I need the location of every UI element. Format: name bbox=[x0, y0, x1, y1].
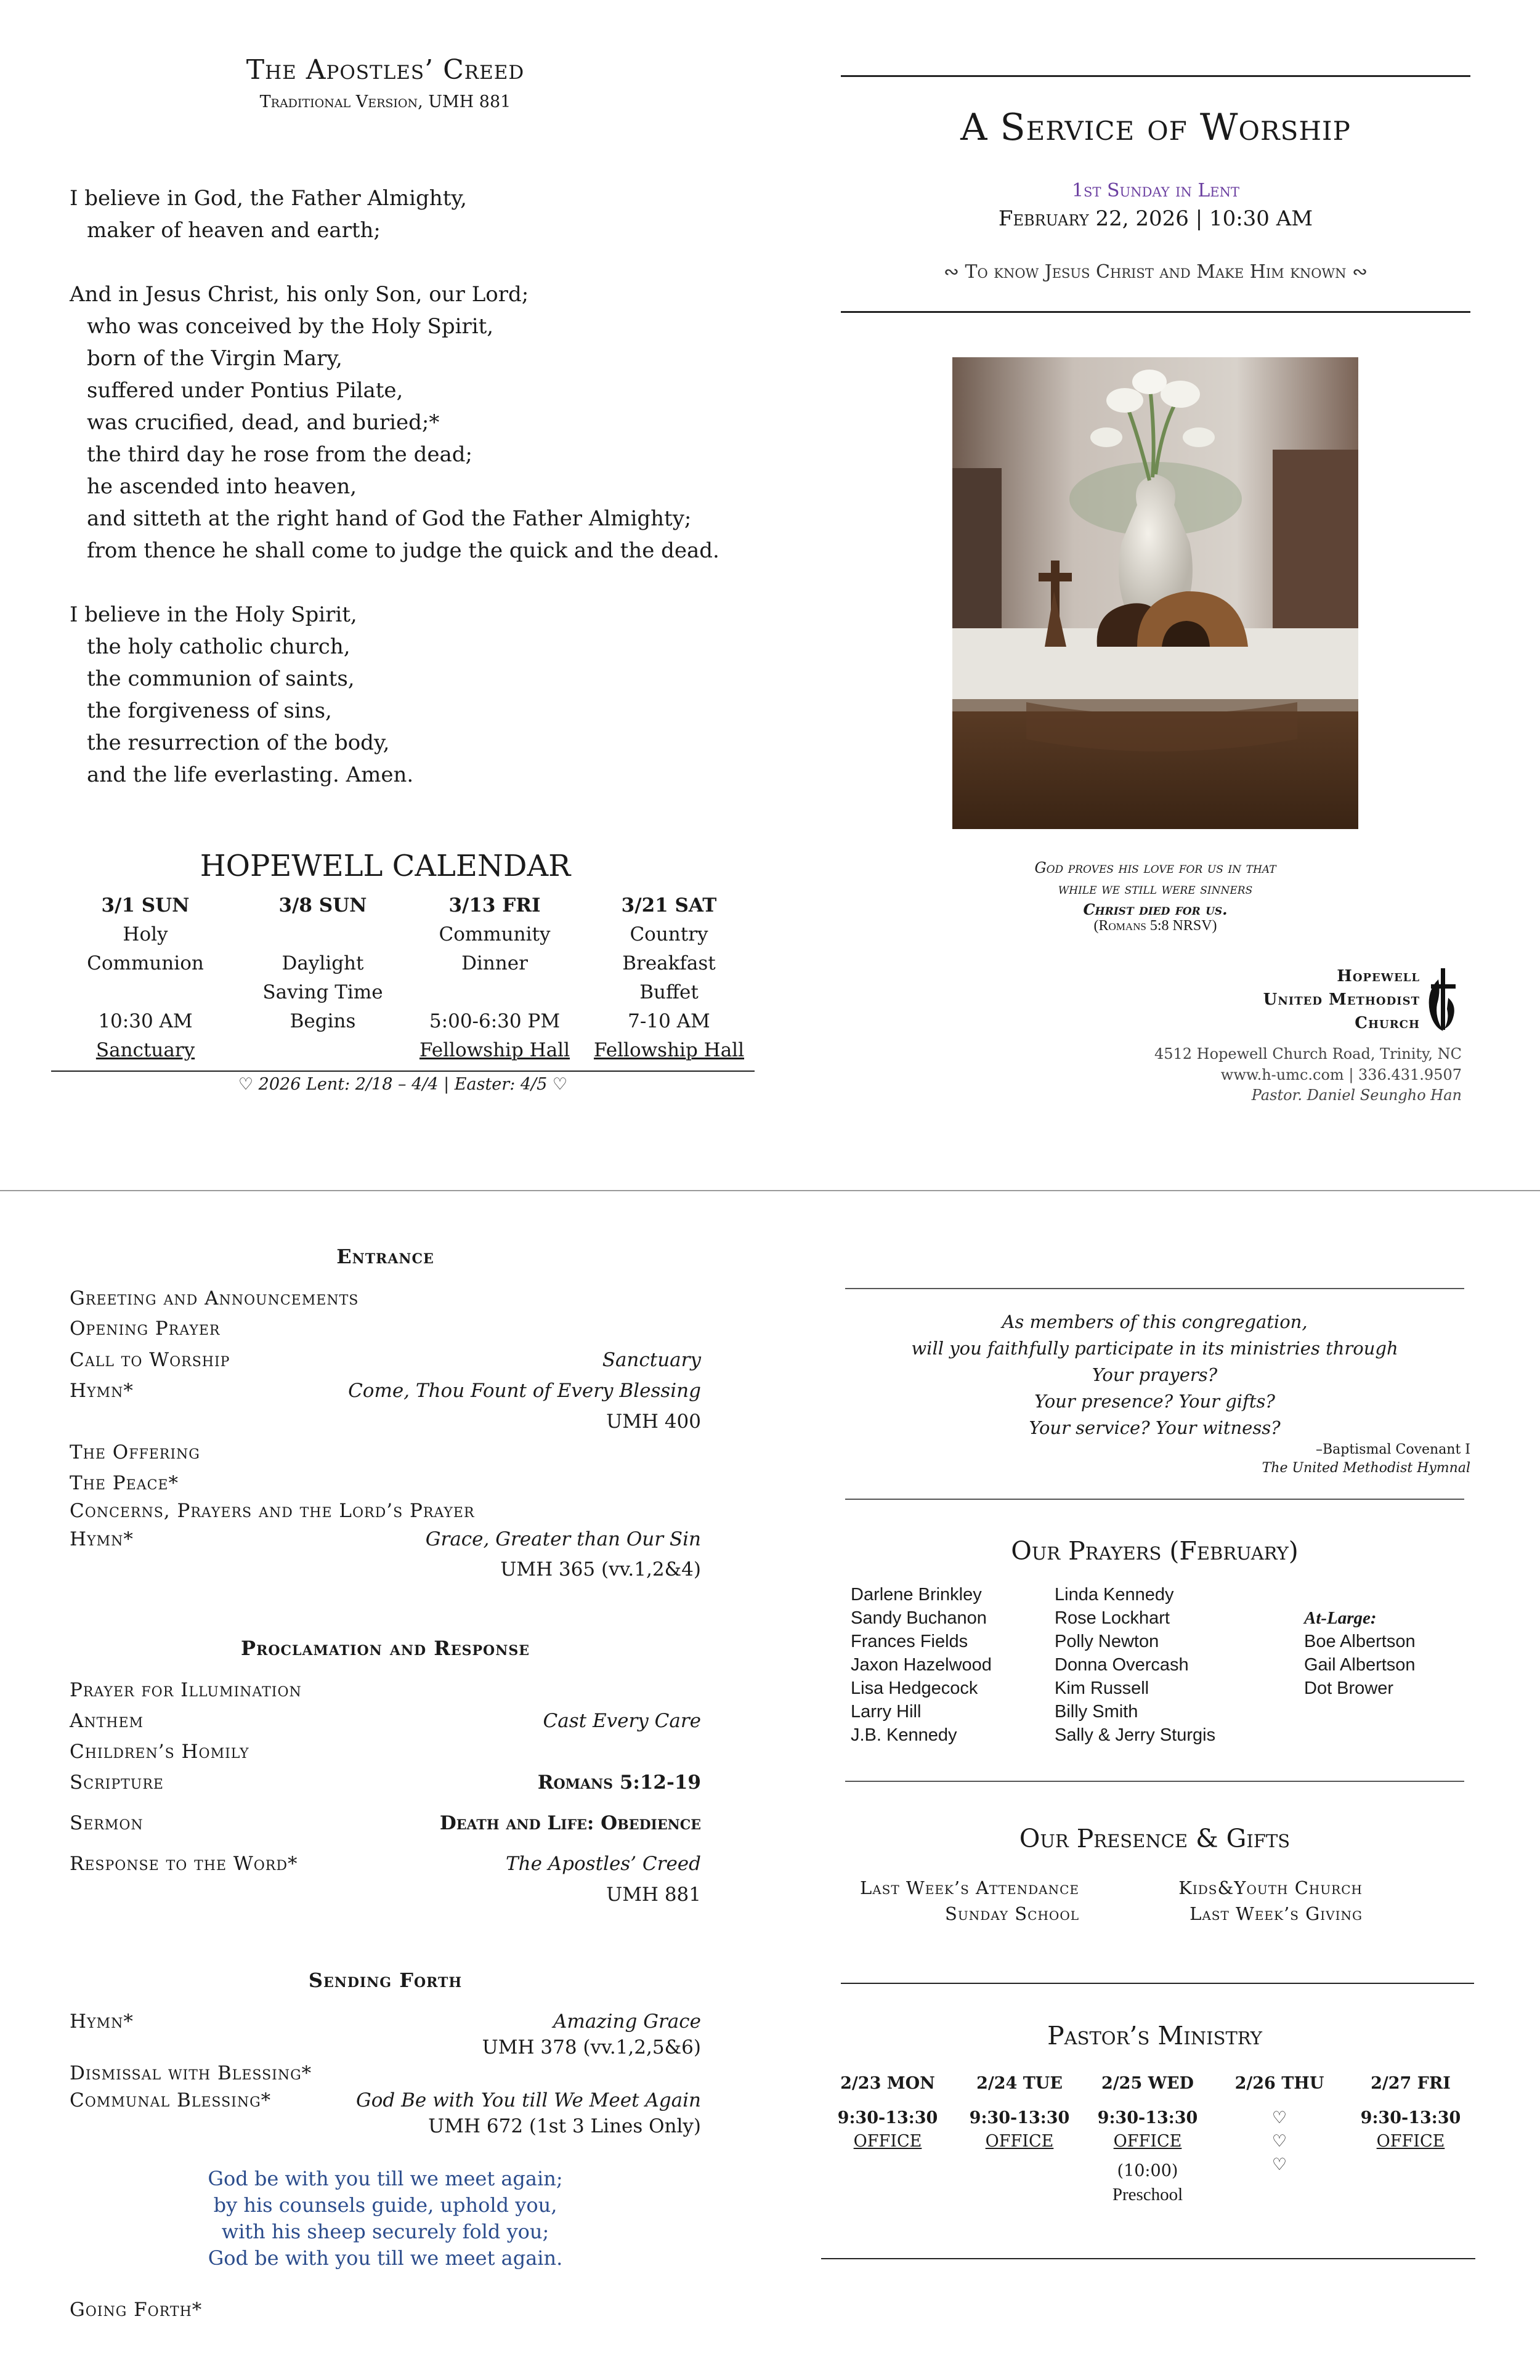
church-name-line: Hopewell bbox=[1337, 967, 1420, 986]
creed-line: the holy catholic church, bbox=[87, 634, 351, 659]
prayer-name: Kim Russell bbox=[1055, 1678, 1149, 1698]
ministry-time: 9:30-13:30 bbox=[1097, 2108, 1198, 2127]
order-item-detail: UMH 365 (vv.1,2&4) bbox=[500, 1558, 701, 1581]
order-item: Concerns, Prayers and the Lord’s Prayer bbox=[70, 1500, 475, 1522]
order-item: Opening Prayer bbox=[70, 1318, 221, 1340]
calendar-date: 3/1 SUN bbox=[101, 894, 190, 917]
ministry-place: OFFICE bbox=[853, 2132, 922, 2151]
order-item: Communal Blessing* God Be with You till We Meet Again bbox=[70, 2089, 701, 2111]
prayer-name: Sandy Buchanon bbox=[851, 1608, 987, 1628]
ministry-time: 9:30-13:30 bbox=[1360, 2108, 1461, 2127]
verse-line: Christ died for us. bbox=[1083, 901, 1228, 918]
creed-line: I believe in the Holy Spirit, bbox=[70, 602, 357, 627]
ministry-place: OFFICE bbox=[985, 2132, 1054, 2151]
calendar-place: Fellowship Hall bbox=[419, 1039, 570, 1061]
order-item: Greeting and Announcements bbox=[70, 1287, 359, 1309]
creed-line: the resurrection of the body, bbox=[87, 731, 390, 755]
pastor-name: Pastor. Daniel Seungho Han bbox=[1251, 1087, 1462, 1104]
creed-line: maker of heaven and earth; bbox=[87, 218, 381, 243]
blessing-line: with his sheep securely fold you; bbox=[221, 2220, 549, 2243]
creed-text bbox=[70, 182, 747, 791]
calendar-footer: ♡ 2026 Lent: 2/18 – 4/4 | Easter: 4/5 ♡ bbox=[238, 1075, 568, 1094]
creed-line: suffered under Pontius Pilate, bbox=[87, 378, 403, 403]
verse-reference: (Romans 5:8 NRSV) bbox=[1093, 918, 1217, 934]
order-item: Scripture Romans 5:12-19 bbox=[70, 1771, 701, 1794]
ministry-day-label: 2/26 THU bbox=[1234, 2074, 1324, 2093]
presence-kids-youth: Kids&Youth Church bbox=[1178, 1877, 1363, 1898]
order-item-detail: UMH 672 (1st 3 Lines Only) bbox=[428, 2115, 701, 2137]
prayer-name: Billy Smith bbox=[1055, 1702, 1138, 1722]
order-item-detail: UMH 881 bbox=[606, 1884, 701, 1906]
prayer-name: Darlene Brinkley bbox=[851, 1585, 982, 1605]
covenant-rule-bottom bbox=[845, 1499, 1464, 1500]
scripture-verse bbox=[952, 857, 1358, 920]
prayer-name: Frances Fields bbox=[851, 1632, 968, 1651]
going-forth: Going Forth* bbox=[70, 2299, 203, 2321]
calendar-line: Holy bbox=[123, 923, 168, 945]
creed-line: he ascended into heaven, bbox=[87, 474, 357, 499]
calendar-date: 3/8 SUN bbox=[278, 894, 367, 917]
calendar-line: Dinner bbox=[461, 952, 528, 974]
calendar-rule bbox=[51, 1071, 755, 1072]
ministry-place: ♡ bbox=[1271, 2132, 1287, 2151]
calendar-line: Community bbox=[439, 923, 551, 945]
prayer-at-large-heading: At-Large: bbox=[1304, 1608, 1377, 1628]
section-heading-proclamation: Proclamation and Response bbox=[241, 1637, 530, 1660]
church-motto: ∾ To know Jesus Christ and Make Him known ∾ bbox=[943, 261, 1368, 283]
prayer-name: Lisa Hedgecock bbox=[851, 1678, 978, 1698]
cover-rule-top bbox=[841, 75, 1470, 77]
ministry-rule-bottom bbox=[821, 2258, 1475, 2259]
calendar-line: Begins bbox=[290, 1010, 356, 1032]
ministry-place: OFFICE bbox=[1376, 2132, 1445, 2151]
calendar-line: 7-10 AM bbox=[628, 1010, 710, 1032]
order-item: Sermon Death and Life: Obedience bbox=[70, 1812, 701, 1834]
blessing-line: God be with you till we meet again. bbox=[208, 2246, 563, 2270]
calendar-title: HOPEWELL CALENDAR bbox=[200, 849, 571, 883]
presence-title: Our Presence & Gifts bbox=[1019, 1824, 1291, 1853]
order-item: Anthem Cast Every Care bbox=[70, 1710, 701, 1732]
church-address: 4512 Hopewell Church Road, Trinity, NC bbox=[1154, 1045, 1462, 1062]
prayer-name: Rose Lockhart bbox=[1055, 1608, 1170, 1628]
creed-line: the forgiveness of sins, bbox=[87, 698, 332, 723]
order-item: The Peace* bbox=[70, 1472, 179, 1494]
presence-rule-bottom bbox=[841, 1983, 1474, 1984]
calendar-column bbox=[583, 891, 755, 1065]
covenant-rule-top bbox=[845, 1288, 1464, 1289]
service-title: A Service of Worship bbox=[960, 106, 1351, 149]
creed-line: and the life everlasting. Amen. bbox=[87, 763, 414, 787]
order-item: Response to the Word* The Apostles’ Creed bbox=[70, 1853, 701, 1875]
creed-title: The Apostles’ Creed bbox=[246, 54, 525, 86]
order-item: Hymn* Amazing Grace bbox=[70, 2010, 701, 2033]
creed-line: I believe in God, the Father Almighty, bbox=[70, 186, 467, 211]
covenant-line: will you faithfully participate in its ministries through bbox=[911, 1338, 1398, 1359]
calendar-line: Saving Time bbox=[262, 981, 383, 1003]
calendar-date: 3/21 SAT bbox=[621, 894, 717, 917]
ministry-day-label: 2/24 TUE bbox=[976, 2074, 1063, 2093]
church-name-line: United Methodist bbox=[1263, 990, 1420, 1009]
calendar-line bbox=[237, 920, 409, 949]
order-item-detail: UMH 400 bbox=[606, 1411, 701, 1433]
prayer-name: Dot Brower bbox=[1304, 1678, 1394, 1698]
order-item: Prayer for Illumination bbox=[70, 1679, 302, 1701]
verse-line: while we still were sinners bbox=[1058, 880, 1253, 897]
ministry-day bbox=[826, 2074, 949, 2151]
baptismal-covenant bbox=[845, 1309, 1464, 1441]
creed-line: the third day he rose from the dead; bbox=[87, 442, 472, 467]
service-date: February 22, 2026 | 10:30 AM bbox=[998, 206, 1313, 231]
calendar-column bbox=[59, 891, 232, 1065]
ministry-day-label: 2/23 MON bbox=[840, 2074, 935, 2093]
prayer-name: Gail Albertson bbox=[1304, 1655, 1416, 1675]
calendar-line: Breakfast bbox=[622, 952, 716, 974]
prayer-name: J.B. Kennedy bbox=[851, 1725, 957, 1745]
section-heading-sending: Sending Forth bbox=[308, 1969, 463, 1992]
presence-giving: Last Week’s Giving bbox=[1189, 1903, 1363, 1924]
calendar-line: 5:00-6:30 PM bbox=[429, 1010, 561, 1032]
creed-line: was crucified, dead, and buried;* bbox=[87, 410, 440, 435]
ministry-day-label: 2/27 FRI bbox=[1371, 2074, 1451, 2093]
ministry-extra: ♡ bbox=[1271, 2155, 1287, 2174]
ministry-extra: Preschool bbox=[1112, 2185, 1183, 2204]
prayer-name: Sally & Jerry Sturgis bbox=[1055, 1725, 1216, 1745]
ministry-time: ♡ bbox=[1271, 2108, 1287, 2127]
calendar-place bbox=[237, 1036, 409, 1065]
order-item: The Offering bbox=[70, 1441, 200, 1463]
blessing-line: by his counsels guide, uphold you, bbox=[213, 2193, 557, 2217]
prayer-list-col1 bbox=[851, 1583, 992, 1747]
calendar-line: Daylight bbox=[282, 952, 364, 974]
ministry-day-label: 2/25 WED bbox=[1101, 2074, 1194, 2093]
covenant-source: –Baptismal Covenant I bbox=[1315, 1442, 1470, 1457]
ministry-day bbox=[1218, 2074, 1341, 2174]
ministry-title: Pastor’s Ministry bbox=[1047, 2021, 1262, 2050]
cover-photo bbox=[952, 357, 1358, 829]
ministry-extra: (10:00) bbox=[1117, 2161, 1178, 2180]
ministry-day bbox=[1086, 2074, 1209, 2205]
calendar-line: 10:30 AM bbox=[98, 1010, 193, 1032]
ministry-time: 9:30-13:30 bbox=[837, 2108, 938, 2127]
section-heading-entrance: Entrance bbox=[336, 1245, 434, 1268]
creed-line: the communion of saints, bbox=[87, 666, 355, 691]
blessing-verse bbox=[70, 2166, 701, 2272]
creed-line: who was conceived by the Holy Spirit, bbox=[87, 314, 494, 339]
order-item: Hymn* Come, Thou Fount of Every Blessing bbox=[70, 1380, 701, 1402]
prayers-title: Our Prayers (February) bbox=[1011, 1536, 1299, 1566]
prayer-name: Boe Albertson bbox=[1304, 1632, 1416, 1651]
ministry-time: 9:30-13:30 bbox=[969, 2108, 1070, 2127]
cross-flame-logo-icon bbox=[1425, 967, 1462, 1035]
covenant-line: Your presence? Your gifts? bbox=[1034, 1391, 1275, 1412]
blessing-line: God be with you till we meet again; bbox=[208, 2167, 563, 2190]
ministry-place: OFFICE bbox=[1113, 2132, 1182, 2151]
order-item: Children’s Homily bbox=[70, 1741, 249, 1763]
calendar-column bbox=[237, 891, 409, 1065]
covenant-line: Your service? Your witness? bbox=[1029, 1417, 1281, 1438]
calendar-line bbox=[408, 978, 581, 1007]
ministry-day bbox=[958, 2074, 1081, 2151]
prayer-name: Polly Newton bbox=[1055, 1632, 1159, 1651]
creed-line: from thence he shall come to judge the quick and the dead. bbox=[87, 538, 719, 563]
prayer-name: Linda Kennedy bbox=[1055, 1585, 1174, 1605]
prayer-name: Jaxon Hazelwood bbox=[851, 1655, 992, 1675]
presence-sunday-school: Sunday School bbox=[945, 1903, 1079, 1924]
church-name bbox=[1170, 965, 1420, 1035]
order-item: Call to Worship Sanctuary bbox=[70, 1349, 701, 1371]
calendar-date: 3/13 FRI bbox=[448, 894, 541, 917]
order-item-detail: UMH 378 (vv.1,2,5&6) bbox=[482, 2036, 701, 2058]
creed-line: born of the Virgin Mary, bbox=[87, 346, 342, 371]
covenant-line: Your prayers? bbox=[1092, 1364, 1218, 1385]
page-divider bbox=[0, 1190, 1540, 1191]
cover-rule-bottom bbox=[841, 311, 1470, 313]
calendar-line: Communion bbox=[87, 952, 204, 974]
order-item: Dismissal with Blessing* bbox=[70, 2062, 312, 2084]
creed-line: And in Jesus Christ, his only Son, our Lord; bbox=[70, 282, 529, 307]
church-name-line: Church bbox=[1355, 1014, 1420, 1032]
church-web: www.h-umc.com | 336.431.9507 bbox=[1220, 1066, 1462, 1083]
covenant-line: As members of this congregation, bbox=[1002, 1311, 1308, 1332]
creed-subtitle: Traditional Version, UMH 881 bbox=[259, 92, 511, 111]
calendar-column bbox=[408, 891, 581, 1065]
covenant-source-hymnal: The United Methodist Hymnal bbox=[1262, 1460, 1470, 1476]
order-item: Hymn* Grace, Greater than Our Sin bbox=[70, 1528, 701, 1550]
prayer-name: Donna Overcash bbox=[1055, 1655, 1189, 1675]
calendar-line: Country bbox=[630, 923, 708, 945]
sunday-name: 1st Sunday in Lent bbox=[1071, 180, 1240, 201]
presence-attendance: Last Week’s Attendance bbox=[859, 1877, 1079, 1898]
calendar-line: Buffet bbox=[639, 981, 699, 1003]
prayers-rule-bottom bbox=[845, 1781, 1464, 1782]
calendar-place: Fellowship Hall bbox=[593, 1039, 745, 1061]
prayer-name: Larry Hill bbox=[851, 1702, 922, 1722]
verse-line: God proves his love for us in that bbox=[1034, 859, 1276, 876]
prayer-list-col2 bbox=[1055, 1583, 1215, 1747]
prayer-list-col3 bbox=[1304, 1606, 1416, 1700]
calendar-line bbox=[59, 978, 232, 1007]
ministry-day bbox=[1349, 2074, 1472, 2151]
calendar-place: Sanctuary bbox=[95, 1039, 195, 1061]
creed-line: and sitteth at the right hand of God the Father Almighty; bbox=[87, 506, 692, 531]
